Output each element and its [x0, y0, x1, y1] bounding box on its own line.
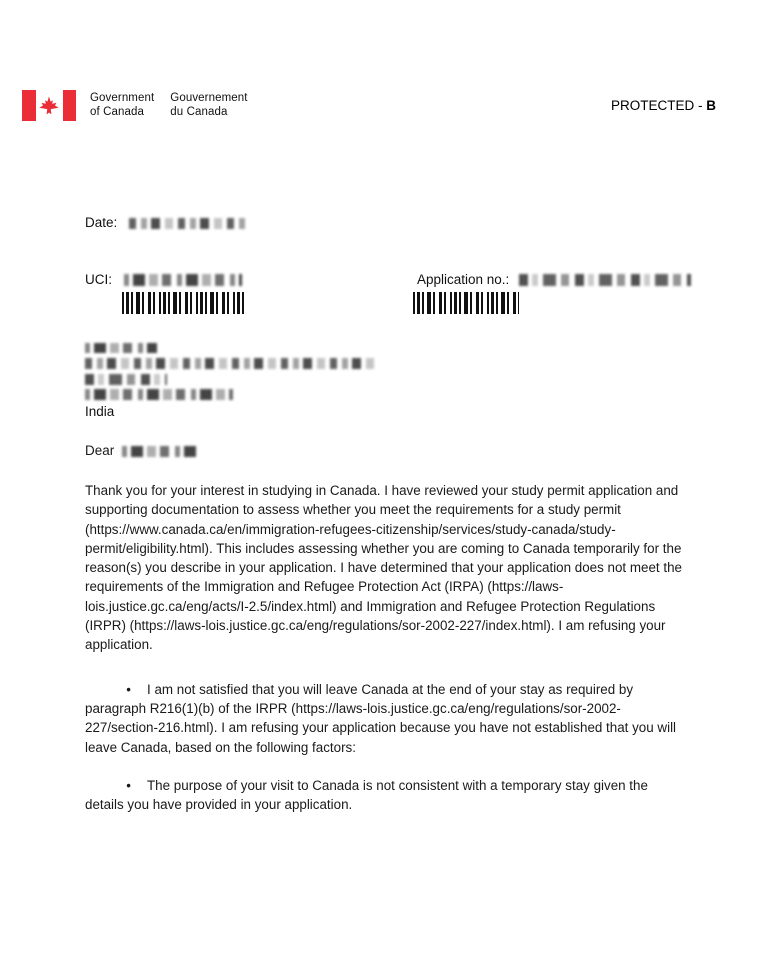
paragraph-bullet-1-text: I am not satisfied that you will leave Canada at the end of your stay as required by paragraph R216(1)(b) of the IRPR (https://laws-lois.justice.gc.ca/eng/regulations/sor-2002-227/section-216.html). I am refusing your application because you have not established that you will leave Canada, based on the following factors:: [85, 681, 677, 755]
wordmark-fr-line2: du Canada: [170, 105, 228, 118]
address-line-4: [85, 387, 375, 403]
flag-bar-left: [22, 90, 36, 121]
wordmark-text: [90, 90, 248, 119]
government-of-canada-wordmark: [22, 90, 248, 121]
paragraph-intro: Thank you for your interest in studying in Canada. I have reviewed your study permit application and supporting documentation to assess whether you meet the requirements for a study permit (https://www.canada.ca/en/immigration-refugees-citizenship/services/study-canada/study-permit/eligibility.html). This includes assessing whether you are coming to Canada temporarily for the reason(s) you describe in your application. I have determined that your application does not meet the requirements of the Immigration and Refugee Protection Act (IRPA) (https://laws-lois.justice.gc.ca/eng/acts/I-2.5/index.html) and Immigration and Refugee Protection Regulations (IRPR) (https://laws-lois.justice.gc.ca/eng/regulations/sor-2002-227/index.html). I am refusing your application.: [85, 483, 682, 653]
application-number-value-redacted: [519, 274, 691, 286]
wordmark-en-line1: Government: [90, 92, 155, 104]
salutation: [85, 442, 200, 459]
application-number-label: Application no.:: [417, 272, 510, 287]
address-line-3-redacted: [85, 374, 167, 385]
application-barcode: [413, 292, 519, 314]
salutation-name-redacted: [122, 446, 200, 457]
wordmark-french: [170, 92, 247, 119]
bullet-marker-2: •: [126, 777, 131, 793]
bullet-marker-1: •: [126, 681, 131, 697]
wordmark-en-line2: of Canada: [90, 105, 144, 118]
classification-text: PROTECTED -: [610, 98, 707, 113]
address-line-2: [85, 356, 375, 372]
salutation-label: Dear: [85, 443, 115, 458]
date-value-redacted: [129, 218, 249, 229]
wordmark-english: [90, 92, 154, 119]
flag-bar-right: [63, 90, 77, 121]
uci-barcode: [122, 292, 246, 314]
application-barcode-bars: [413, 292, 519, 314]
wordmark-fr-line1: Gouvernement: [170, 92, 248, 104]
paragraph-bullet-2: [85, 776, 685, 815]
address-line-3: [85, 371, 375, 387]
uci-barcode-bars: [122, 292, 246, 314]
paragraph-bullet-1: [85, 680, 685, 757]
document-header: [0, 90, 768, 130]
uci-field: [85, 271, 242, 288]
address-line-2-redacted: [85, 358, 375, 369]
application-number-field: [417, 271, 691, 288]
maple-leaf-icon: [38, 95, 60, 117]
paragraph-bullet-2-text: The purpose of your visit to Canada is not consistent with a temporary stay given the details you have provided in your application.: [85, 777, 648, 813]
letter-body: [85, 481, 685, 833]
date-field: [85, 214, 249, 231]
uci-label: UCI:: [85, 272, 112, 287]
address-country: India: [85, 404, 115, 419]
address-line-4-redacted: [85, 389, 233, 400]
address-line-1-redacted: [85, 343, 157, 353]
date-label: Date:: [85, 215, 118, 230]
address-line-1: [85, 340, 375, 356]
classification-level: B: [706, 98, 716, 113]
uci-value-redacted: [124, 274, 242, 286]
classification-marking: [611, 98, 716, 113]
recipient-address: [85, 340, 375, 420]
canada-flag-icon: [22, 90, 76, 121]
